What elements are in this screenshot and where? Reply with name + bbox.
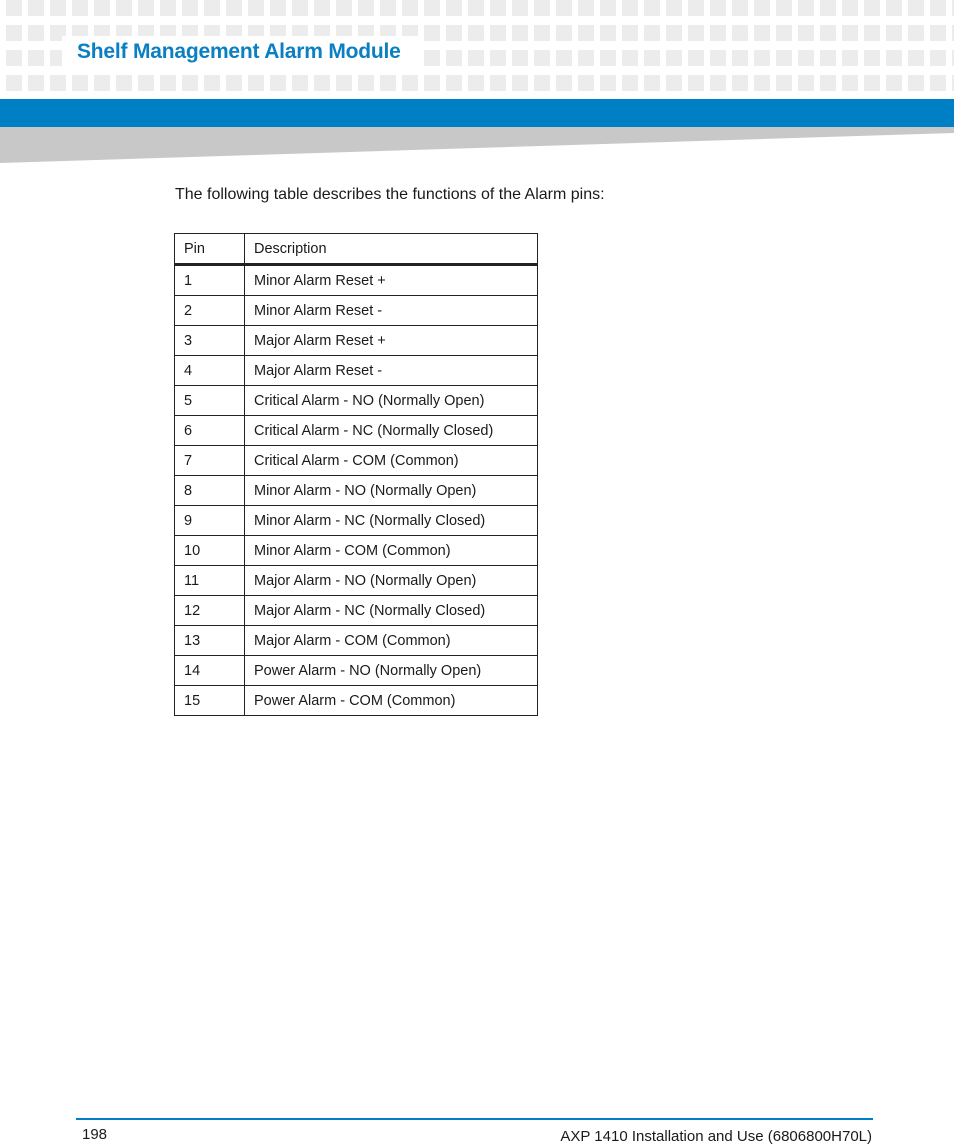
table-row	[175, 356, 538, 386]
pin-description-cell: Power Alarm - COM (Common)	[245, 686, 538, 716]
pin-number-cell: 13	[175, 626, 245, 656]
page-title: Shelf Management Alarm Module	[77, 40, 401, 63]
table-row	[175, 536, 538, 566]
table-row	[175, 476, 538, 506]
header-blue-bar	[0, 99, 954, 127]
table-row	[175, 626, 538, 656]
table-row	[175, 566, 538, 596]
pin-number-cell: 15	[175, 686, 245, 716]
header-gray-wedge	[0, 127, 954, 163]
pin-number-cell: 10	[175, 536, 245, 566]
table-row	[175, 446, 538, 476]
pin-number-cell: 1	[175, 265, 245, 296]
pin-number-cell: 3	[175, 326, 245, 356]
table-row	[175, 326, 538, 356]
intro-text: The following table describes the functions of the Alarm pins:	[175, 186, 605, 203]
table-row	[175, 506, 538, 536]
pin-number-cell: 12	[175, 596, 245, 626]
pin-description-cell: Major Alarm - COM (Common)	[245, 626, 538, 656]
pin-number-cell: 7	[175, 446, 245, 476]
pin-description-cell: Minor Alarm Reset -	[245, 296, 538, 326]
pin-description-cell: Major Alarm Reset +	[245, 326, 538, 356]
table-row	[175, 386, 538, 416]
pin-description-cell: Critical Alarm - NC (Normally Closed)	[245, 416, 538, 446]
pin-number-cell: 11	[175, 566, 245, 596]
pin-description-cell: Major Alarm - NO (Normally Open)	[245, 566, 538, 596]
pin-description-cell: Major Alarm Reset -	[245, 356, 538, 386]
pin-number-cell: 2	[175, 296, 245, 326]
pin-number-cell: 14	[175, 656, 245, 686]
pin-description-cell: Minor Alarm - COM (Common)	[245, 536, 538, 566]
pin-number-cell: 8	[175, 476, 245, 506]
pin-description-cell: Minor Alarm Reset +	[245, 265, 538, 296]
pin-description-cell: Major Alarm - NC (Normally Closed)	[245, 596, 538, 626]
pin-number-cell: 4	[175, 356, 245, 386]
footer-rule	[76, 1118, 873, 1120]
pin-description-cell: Minor Alarm - NC (Normally Closed)	[245, 506, 538, 536]
pin-description-cell: Critical Alarm - COM (Common)	[245, 446, 538, 476]
footer-doc-title: AXP 1410 Installation and Use (6806800H70L)	[560, 1128, 872, 1145]
pin-number-cell: 5	[175, 386, 245, 416]
table-row	[175, 596, 538, 626]
table-row	[175, 656, 538, 686]
column-header-description: Description	[245, 234, 538, 265]
pin-description-cell: Power Alarm - NO (Normally Open)	[245, 656, 538, 686]
pin-description-cell: Critical Alarm - NO (Normally Open)	[245, 386, 538, 416]
table-row	[175, 686, 538, 716]
pin-number-cell: 6	[175, 416, 245, 446]
page-number: 198	[82, 1126, 108, 1143]
table-row	[175, 296, 538, 326]
alarm-pins-table	[174, 233, 538, 716]
table-row	[175, 265, 538, 296]
pin-number-cell: 9	[175, 506, 245, 536]
table-body	[175, 265, 538, 716]
table-row	[175, 416, 538, 446]
table-header-row	[175, 234, 538, 265]
pin-description-cell: Minor Alarm - NO (Normally Open)	[245, 476, 538, 506]
column-header-pin: Pin	[175, 234, 245, 265]
